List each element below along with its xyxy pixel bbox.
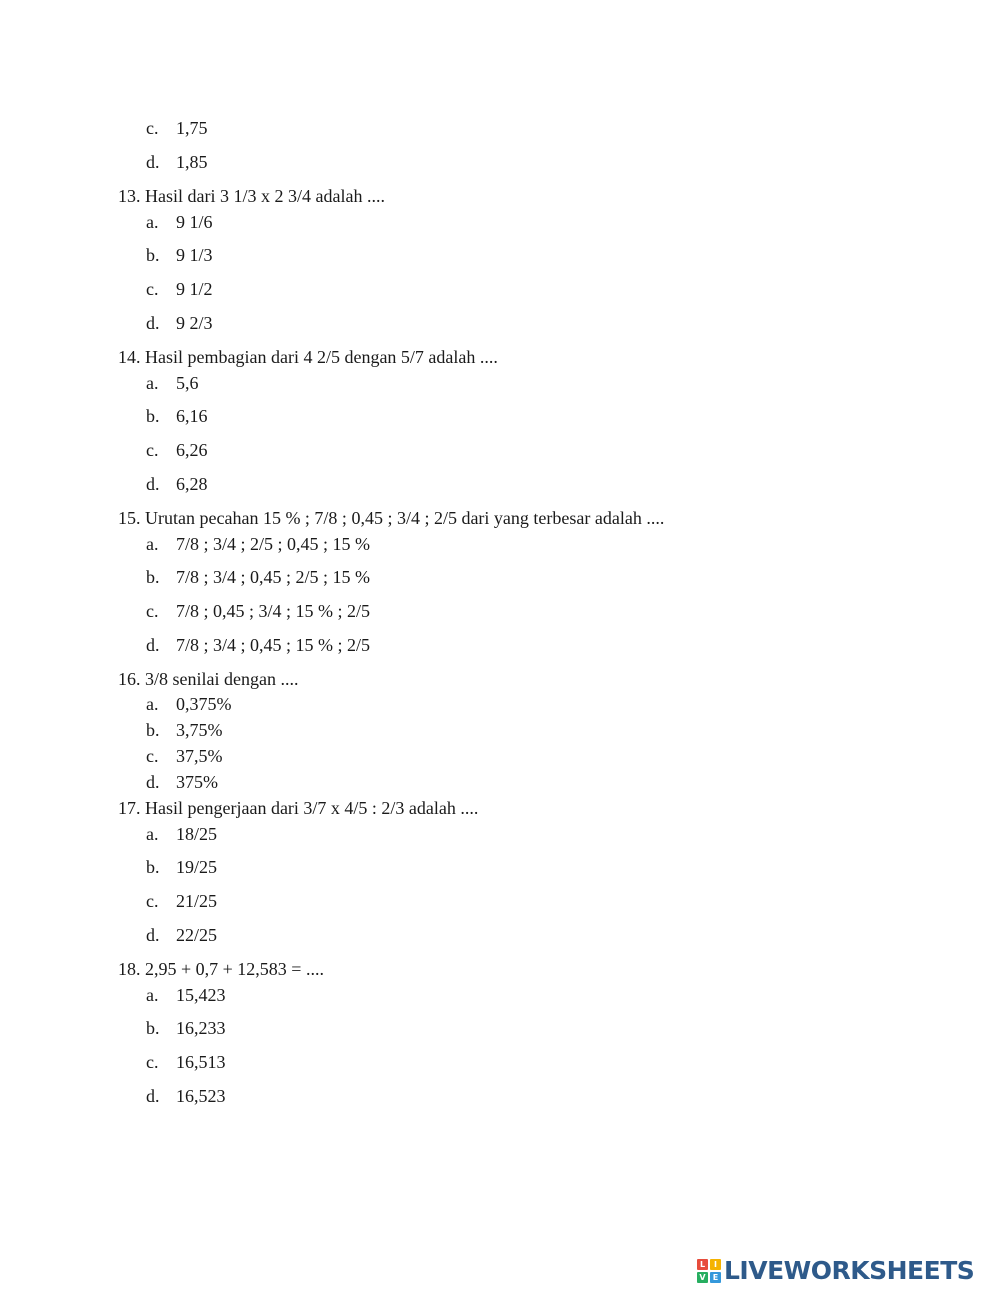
question-13-option-d: d. 9 2/3 [146,313,213,333]
question-13-option-a: a. 9 1/6 [146,212,213,232]
question-13-stem: 13. Hasil dari 3 1/3 x 2 3/4 adalah .... [118,186,385,206]
option-text: 1,75 [176,118,208,138]
question-15-option-c: c. 7/8 ; 0,45 ; 3/4 ; 15 % ; 2/5 [146,601,371,621]
question-14-option-a: a. 5,6 [146,373,199,393]
mark-letter: L [697,1259,708,1270]
question-16-option-d: d. 375% [146,772,218,792]
mark-letter: E [710,1272,721,1283]
question-15-option-d: d. 7/8 ; 3/4 ; 0,45 ; 15 % ; 2/5 [146,635,371,655]
option-c: c. 1,75 [146,118,208,138]
question-18-stem: 18. 2,95 + 0,7 + 12,583 = .... [118,959,324,979]
question-17-option-a: a. 18/25 [146,824,218,844]
option-d: d. 1,85 [146,152,208,172]
question-13-option-c: c. 9 1/2 [146,279,213,299]
question-17-option-c: c. 21/25 [146,891,218,911]
question-16-option-c: c. 37,5% [146,746,223,766]
question-17-option-d: d. 22/25 [146,925,218,945]
option-text: 1,85 [176,152,208,172]
question-17-option-b: b. 19/25 [146,857,218,877]
question-18-option-b: b. 16,233 [146,1018,226,1038]
question-14-option-b: b. 6,16 [146,406,208,426]
question-15-stem: 15. Urutan pecahan 15 % ; 7/8 ; 0,45 ; 3/4 ; 2/5 dari yang terbesar adalah .... [118,508,665,528]
question-14-option-c: c. 6,26 [146,440,208,460]
question-16-option-b: b. 3,75% [146,720,223,740]
question-15-option-b: b. 7/8 ; 3/4 ; 0,45 ; 2/5 ; 15 % [146,567,371,587]
question-13-option-b: b. 9 1/3 [146,245,213,265]
question-18-option-c: c. 16,513 [146,1052,226,1072]
question-18-option-a: a. 15,423 [146,985,226,1005]
mark-letter: V [697,1272,708,1283]
liveworksheets-logo [697,1256,974,1286]
question-16-option-a: a. 0,375% [146,694,232,714]
question-18-option-d: d. 16,523 [146,1086,226,1106]
question-16-stem: 16. 3/8 senilai dengan .... [118,669,299,689]
logo-text: LIVEWORKSHEETS [724,1256,975,1285]
question-15-option-a: a. 7/8 ; 3/4 ; 2/5 ; 0,45 ; 15 % [146,534,371,554]
question-14-stem: 14. Hasil pembagian dari 4 2/5 dengan 5/7 adalah .... [118,347,498,367]
mark-letter: I [710,1259,721,1270]
liveworksheets-mark-icon [697,1259,721,1283]
question-17-stem: 17. Hasil pengerjaan dari 3/7 x 4/5 : 2/3 adalah .... [118,798,479,818]
question-14-option-d: d. 6,28 [146,474,208,494]
